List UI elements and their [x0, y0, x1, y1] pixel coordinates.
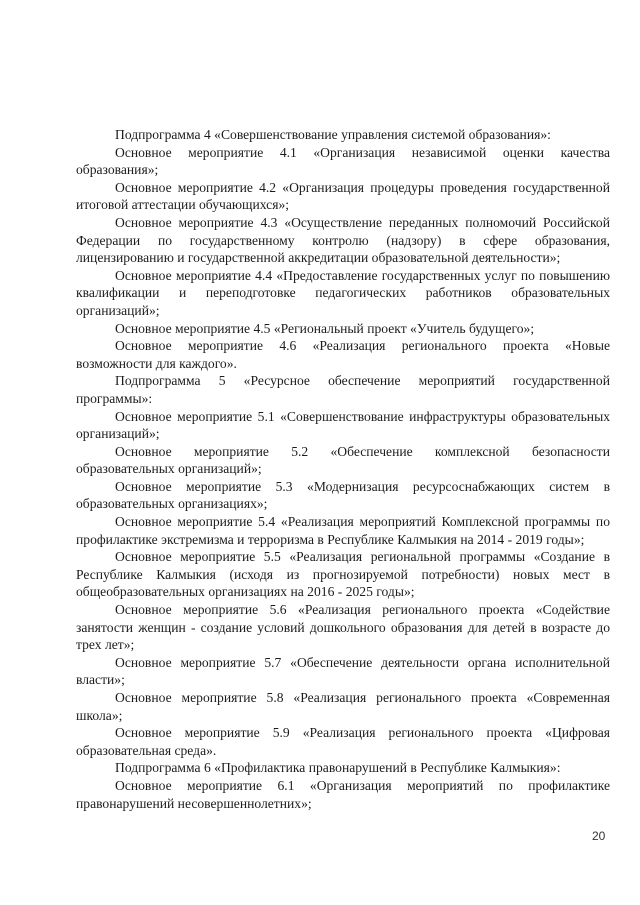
measure-5-7: Основное мероприятие 5.7 «Обеспечение деятельности органа исполнительной власти»;: [76, 654, 610, 688]
measure-5-2: Основное мероприятие 5.2 «Обеспечение комплексной безопасности образовательных организаций»;: [76, 443, 610, 477]
subprogram-6-heading: Подпрограмма 6 «Профилактика правонарушений в Республике Калмыкия»:: [115, 760, 561, 776]
subprogram-5-heading: Подпрограмма 5 «Ресурсное обеспечение мероприятий государственной программы»:: [76, 373, 610, 406]
measure-4-6: Основное мероприятие 4.6 «Реализация регионального проекта «Новые возможности для каждого».: [76, 338, 610, 371]
measure-4-2: Основное мероприятие 4.2 «Организация процедуры проведения государственной итоговой аттестации обучающихся»;: [76, 179, 610, 213]
measure-4-1: Основное мероприятие 4.1 «Организация независимой оценки качества образования»;: [76, 144, 610, 178]
measure-5-5: Основное мероприятие 5.5 «Реализация региональной программы «Создание в Республике Калмыкия (исходя из прогнозируемой потребности) новых мест в общеобразовательных организациях на 2016 - 2025 годы»;: [76, 549, 610, 600]
measure-4-4: Основное мероприятие 4.4 «Предоставление государственных услуг по повышению квалификации и переподготовке педагогических работников образовательных организаций»;: [76, 267, 610, 318]
measure-6-1: Основное мероприятие 6.1 «Организация мероприятий по профилактике правонарушений несовершеннолетних»;: [76, 777, 610, 811]
measure-5-4: Основное мероприятие 5.4 «Реализация мероприятий Комплексной программы по профилактике экстремизма и терроризма в Республике Калмыкия на 2014 - 2019 годы»;: [76, 514, 610, 547]
measure-5-8: Основное мероприятие 5.8 «Реализация регионального проекта «Современная школа»;: [76, 690, 610, 723]
measure-4-5: Основное мероприятие 4.5 «Региональный проект «Учитель будущего»;: [115, 320, 535, 336]
measure-5-6: Основное мероприятие 5.6 «Реализация регионального проекта «Содействие занятости женщин - создание условий дошкольного образования для детей в возрасте до трех лет»;: [76, 602, 610, 653]
body-text: [76, 126, 610, 812]
measure-5-9: Основное мероприятие 5.9 «Реализация регионального проекта «Цифровая образовательная среда».: [76, 725, 610, 758]
measure-5-3: Основное мероприятие 5.3 «Модернизация ресурсоснабжающих систем в образовательных организациях»;: [76, 478, 610, 512]
subprogram-4-heading: Подпрограмма 4 «Совершенствование управления системой образования»:: [115, 127, 551, 142]
measure-4-3: Основное мероприятие 4.3 «Осуществление переданных полномочий Российской Федерации по государственному контролю (надзору) в сфере образования, лицензированию и государственной аккредитации образовательной деятельности»;: [76, 214, 610, 266]
page-number: 20: [592, 829, 606, 843]
measure-5-1: Основное мероприятие 5.1 «Совершенствование инфраструктуры образовательных организаций»;: [76, 408, 610, 442]
